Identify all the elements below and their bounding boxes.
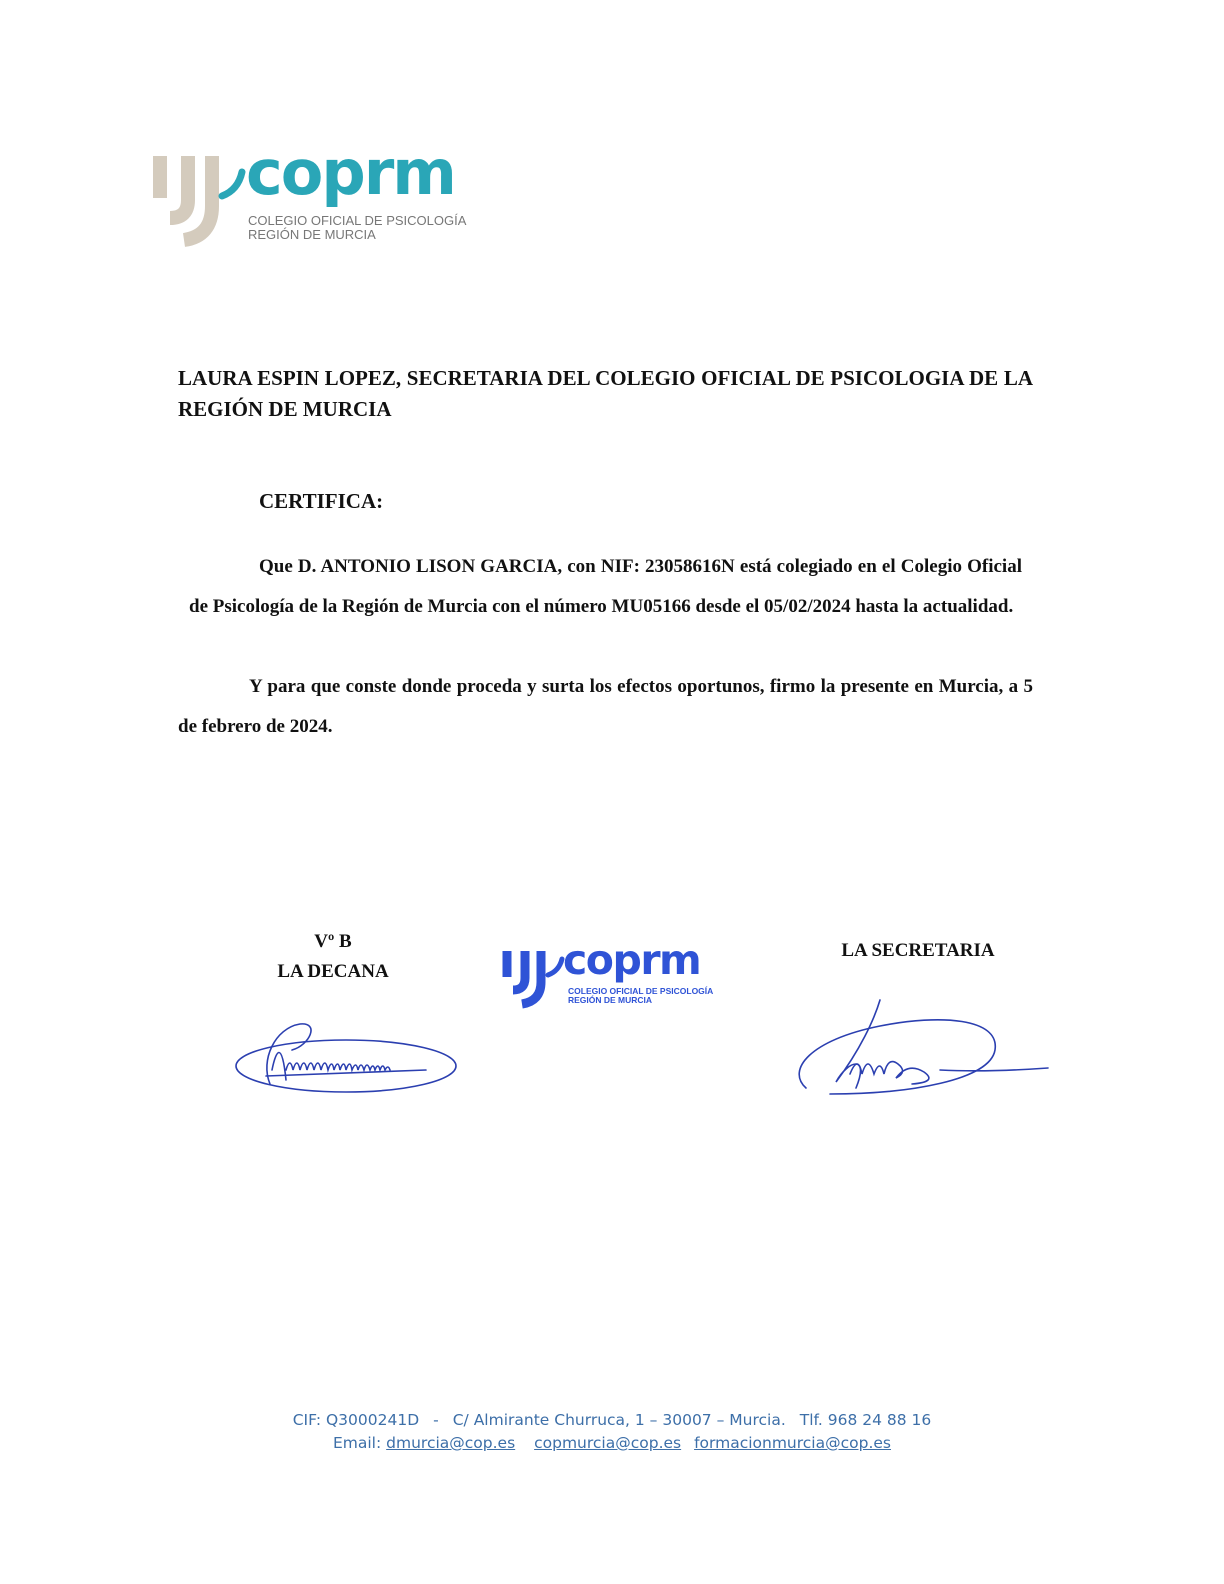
footer-cif: CIF: Q3000241D bbox=[292, 1411, 420, 1429]
logo-mark-icon bbox=[150, 150, 250, 250]
visto-bueno-label: Vº B bbox=[314, 931, 352, 952]
stamp-subtitle bbox=[568, 987, 713, 1005]
header-logo-subtitle-line1: COLEGIO OFICIAL DE PSICOLOGÍA bbox=[248, 213, 467, 228]
certification-paragraph: Que D. ANTONIO LISON GARCIA, con NIF: 23058616N está colegiado en el Colegio Oficial de Psicología de la Región de Murcia con el número MU05166 desde el 05/02/2024 hasta la actualidad. bbox=[189, 556, 1022, 617]
header-logo-wordmark: coprm bbox=[246, 136, 455, 209]
footer-line1 bbox=[0, 1409, 1224, 1432]
decana-label: LA DECANA bbox=[277, 961, 389, 982]
secretaria-label: LA SECRETARIA bbox=[841, 940, 995, 961]
stamp-logo bbox=[500, 936, 730, 1010]
stamp-wordmark: coprm bbox=[563, 936, 701, 984]
footer bbox=[0, 1409, 1224, 1455]
footer-email-label: Email: bbox=[332, 1434, 382, 1452]
header-logo-subtitle bbox=[248, 214, 466, 241]
stamp-subtitle-line1: COLEGIO OFICIAL DE PSICOLOGÍA bbox=[568, 986, 714, 996]
footer-phone: Tlf. 968 24 88 16 bbox=[799, 1411, 932, 1429]
email-link-formacionmurcia[interactable]: formacionmurcia@cop.es bbox=[694, 1434, 891, 1452]
closing-paragraph: Y para que conste donde proceda y surta los efectos oportunos, firmo la presente en Murcia, a 5 de febrero de 2024. bbox=[178, 676, 1033, 737]
decana-signature bbox=[230, 1010, 465, 1110]
footer-separator: - bbox=[433, 1411, 439, 1429]
secretaria-signature bbox=[790, 990, 1060, 1110]
email-link-dmurcia[interactable]: dmurcia@cop.es bbox=[386, 1434, 516, 1452]
stamp-mark-icon bbox=[500, 945, 566, 1010]
stamp-subtitle-line2: REGIÓN DE MURCIA bbox=[568, 994, 653, 1005]
footer-address: C/ Almirante Churruca, 1 – 30007 – Murcia. bbox=[452, 1411, 786, 1429]
header-logo-subtitle-line2: REGIÓN DE MURCIA bbox=[248, 226, 376, 242]
email-link-copmurcia[interactable]: copmurcia@cop.es bbox=[534, 1434, 682, 1452]
footer-line2 bbox=[0, 1432, 1224, 1455]
certificate-title: LAURA ESPIN LOPEZ, SECRETARIA DEL COLEGIO OFICIAL DE PSICOLOGIA DE LA REGIÓN DE MURCIA bbox=[178, 366, 1033, 421]
header-logo bbox=[150, 136, 490, 250]
certifica-heading: CERTIFICA: bbox=[259, 489, 384, 513]
